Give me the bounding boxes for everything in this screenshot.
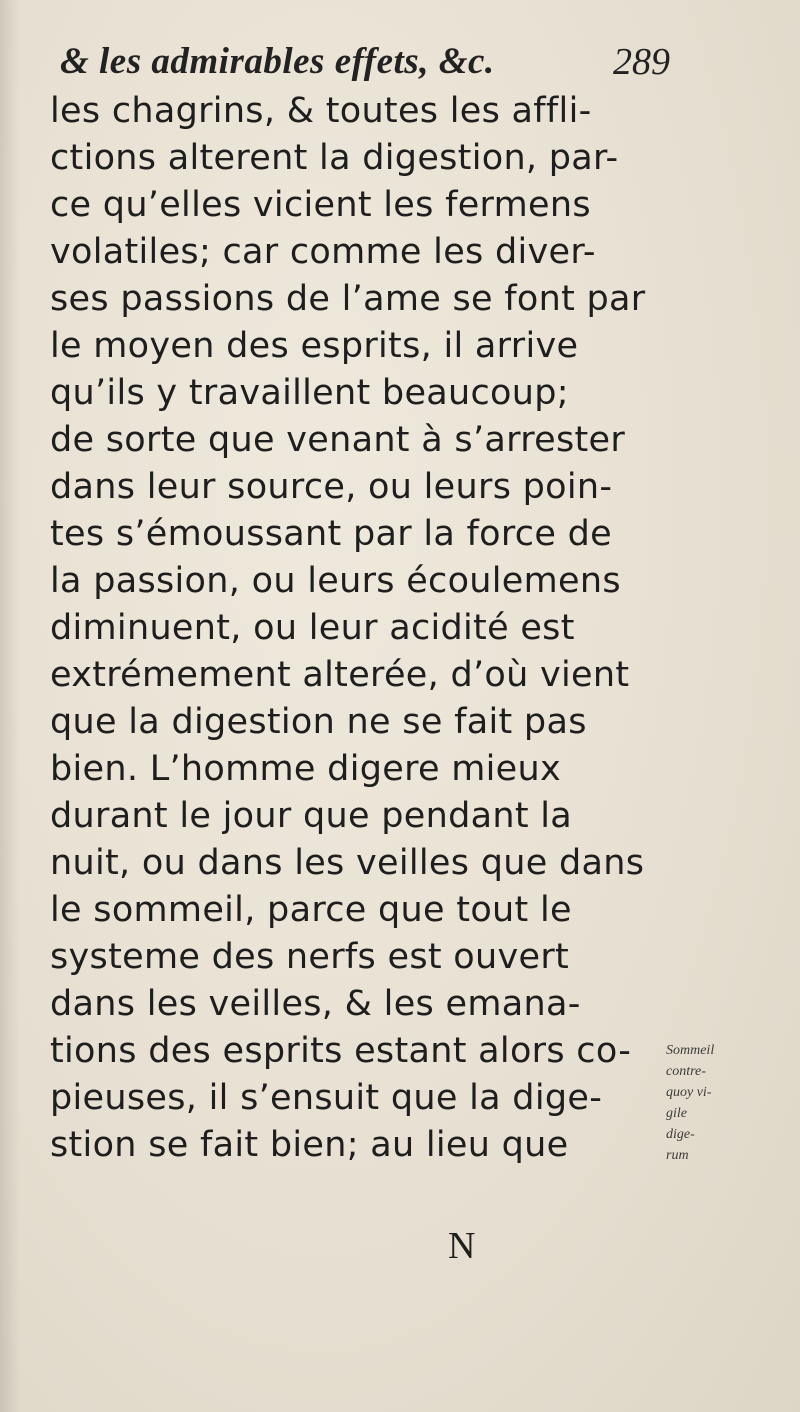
catchword: N [448, 1225, 476, 1267]
margin-note-line: dige- [666, 1127, 695, 1142]
text-line: de sorte que venant à s’arrester [50, 420, 626, 460]
text-line: bien. L’homme digere mieux [50, 749, 561, 789]
text-line: ce qu’elles vicient les fermens [50, 185, 591, 225]
text-line: tions des esprits estant alors co- [50, 1031, 632, 1071]
running-title: & les admirables effets, &c. [60, 41, 495, 82]
margin-note-line: contre- [666, 1064, 706, 1079]
text-line: nuit, ou dans les veilles que dans [50, 843, 645, 883]
body-text [50, 88, 650, 1169]
text-line: le moyen des esprits, il arrive [50, 326, 579, 366]
page-header [60, 28, 670, 88]
page-number: 289 [613, 41, 670, 83]
text-line: durant le jour que pendant la [50, 796, 573, 836]
margin-note-line: quoy vi- [666, 1085, 712, 1100]
text-line: tes s’émoussant par la force de [50, 514, 612, 554]
text-line: dans les veilles, & les emana- [50, 984, 581, 1024]
page-gutter-shadow [0, 0, 20, 1412]
text-line: systeme des nerfs est ouvert [50, 937, 570, 977]
margin-note [666, 1040, 746, 1166]
text-line: extrémement alterée, d’où vient [50, 655, 630, 695]
text-line: volatiles; car comme les diver- [50, 232, 596, 272]
margin-note-line: gile [666, 1106, 687, 1121]
text-line: diminuent, ou leur acidité est [50, 608, 575, 648]
text-line: la passion, ou leurs écoulemens [50, 561, 621, 601]
text-line: stion se fait bien; au lieu que [50, 1125, 569, 1165]
text-line: ses passions de l’ame se font par [50, 279, 646, 319]
margin-note-line: Sommeil [666, 1043, 715, 1058]
text-line: dans leur source, ou leurs poin- [50, 467, 613, 507]
text-line: que la digestion ne se fait pas [50, 702, 587, 742]
text-line: ctions alterent la digestion, par- [50, 138, 619, 178]
text-line: pieuses, il s’ensuit que la dige- [50, 1078, 603, 1118]
text-line: les chagrins, & toutes les affli- [50, 91, 592, 131]
text-line: le sommeil, parce que tout le [50, 890, 572, 930]
text-line: qu’ils y travaillent beaucoup; [50, 373, 569, 413]
margin-note-line: rum [666, 1148, 689, 1163]
